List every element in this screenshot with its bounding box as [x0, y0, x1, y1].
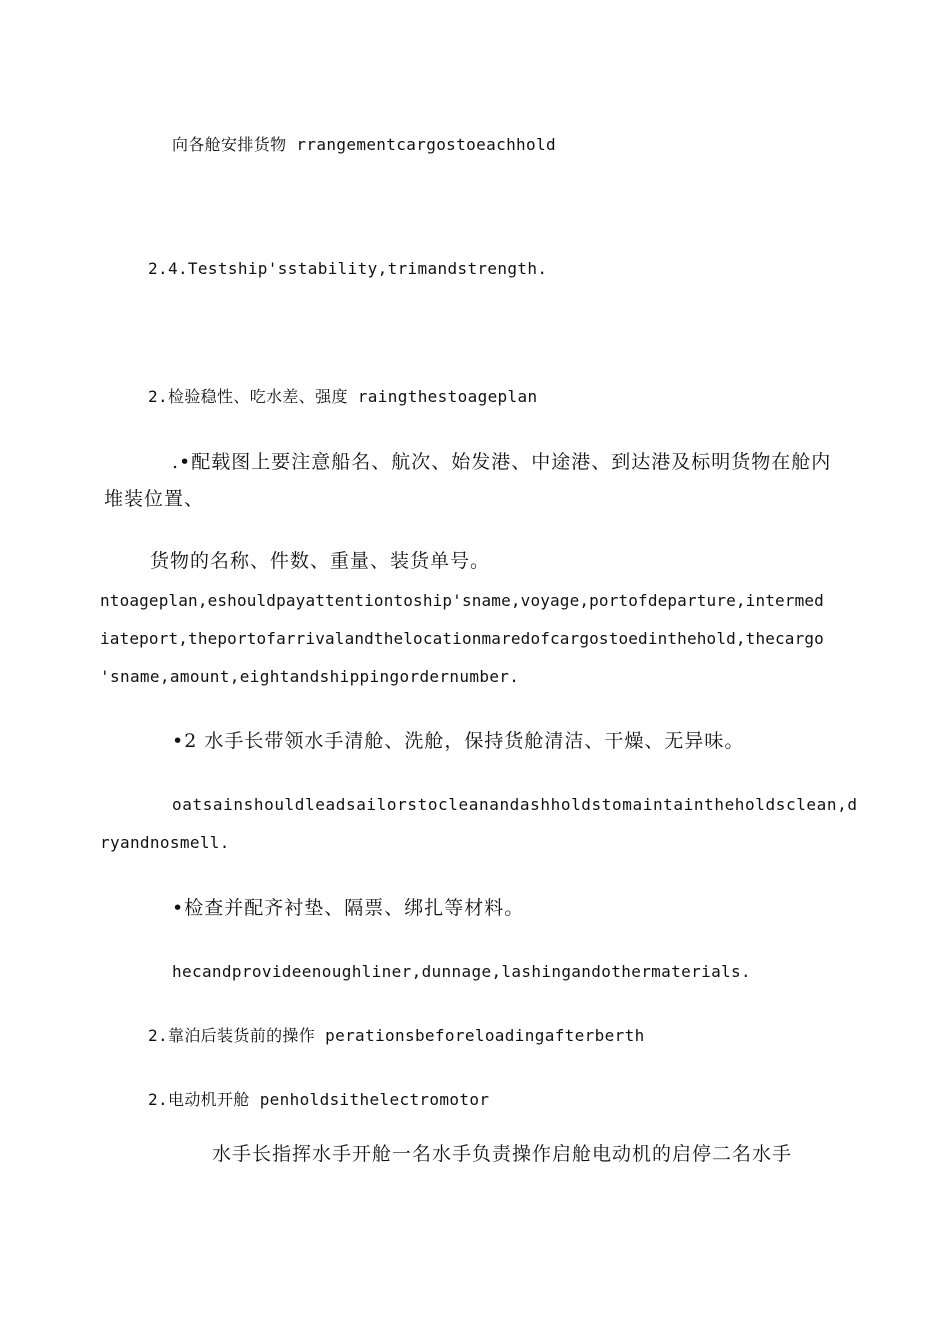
text-line-3: 2.检验稳性、吃水差、强度 raingthestoageplan: [148, 387, 538, 406]
text-line-2: 2.4.Testship'sstability,trimandstrength.: [148, 259, 548, 278]
text-line-17: 水手长指挥水手开舱一名水手负责操作启舱电动机的启停二名水手: [212, 1143, 793, 1165]
text-line-13: •检查并配齐衬垫、隔票、绑扎等材料。: [172, 897, 525, 919]
text-line-14: hecandprovideenoughliner,dunnage,lashingandothermaterials.: [172, 962, 752, 981]
text-line-7: ntoageplan,eshouldpayattentiontoship'sname,voyage,portofdeparture,intermed: [100, 591, 824, 610]
text-line-16: 2.电动机开舱 penholdsithelectromotor: [148, 1090, 490, 1109]
text-line-15: 2.靠泊后装货前的操作 perationsbeforeloadingafterberth: [148, 1026, 645, 1045]
text-line-1: 向各舱安排货物 rrangementcargostoeachhold: [172, 135, 556, 154]
text-line-5: 堆装位置、: [104, 488, 205, 510]
text-line-12: ryandnosmell.: [100, 833, 230, 852]
text-line-10: •2 水手长带领水手清舱、洗舱，保持货舱清洁、干燥、无异味。: [172, 730, 745, 752]
text-line-6: 货物的名称、件数、重量、装货单号。: [150, 550, 491, 572]
text-line-11: oatsainshouldleadsailorstocleanandashholdstomaintaintheholdsclean,d: [172, 795, 858, 814]
text-line-8: iateport,theportofarrivalandthelocationmaredofcargostoedinthehold,thecargo: [100, 629, 824, 648]
text-line-9: 'sname,amount,eightandshippingordernumber.: [100, 667, 520, 686]
text-line-4: .•配载图上要注意船名、航次、始发港、中途港、到达港及标明货物在舱内: [172, 451, 832, 473]
